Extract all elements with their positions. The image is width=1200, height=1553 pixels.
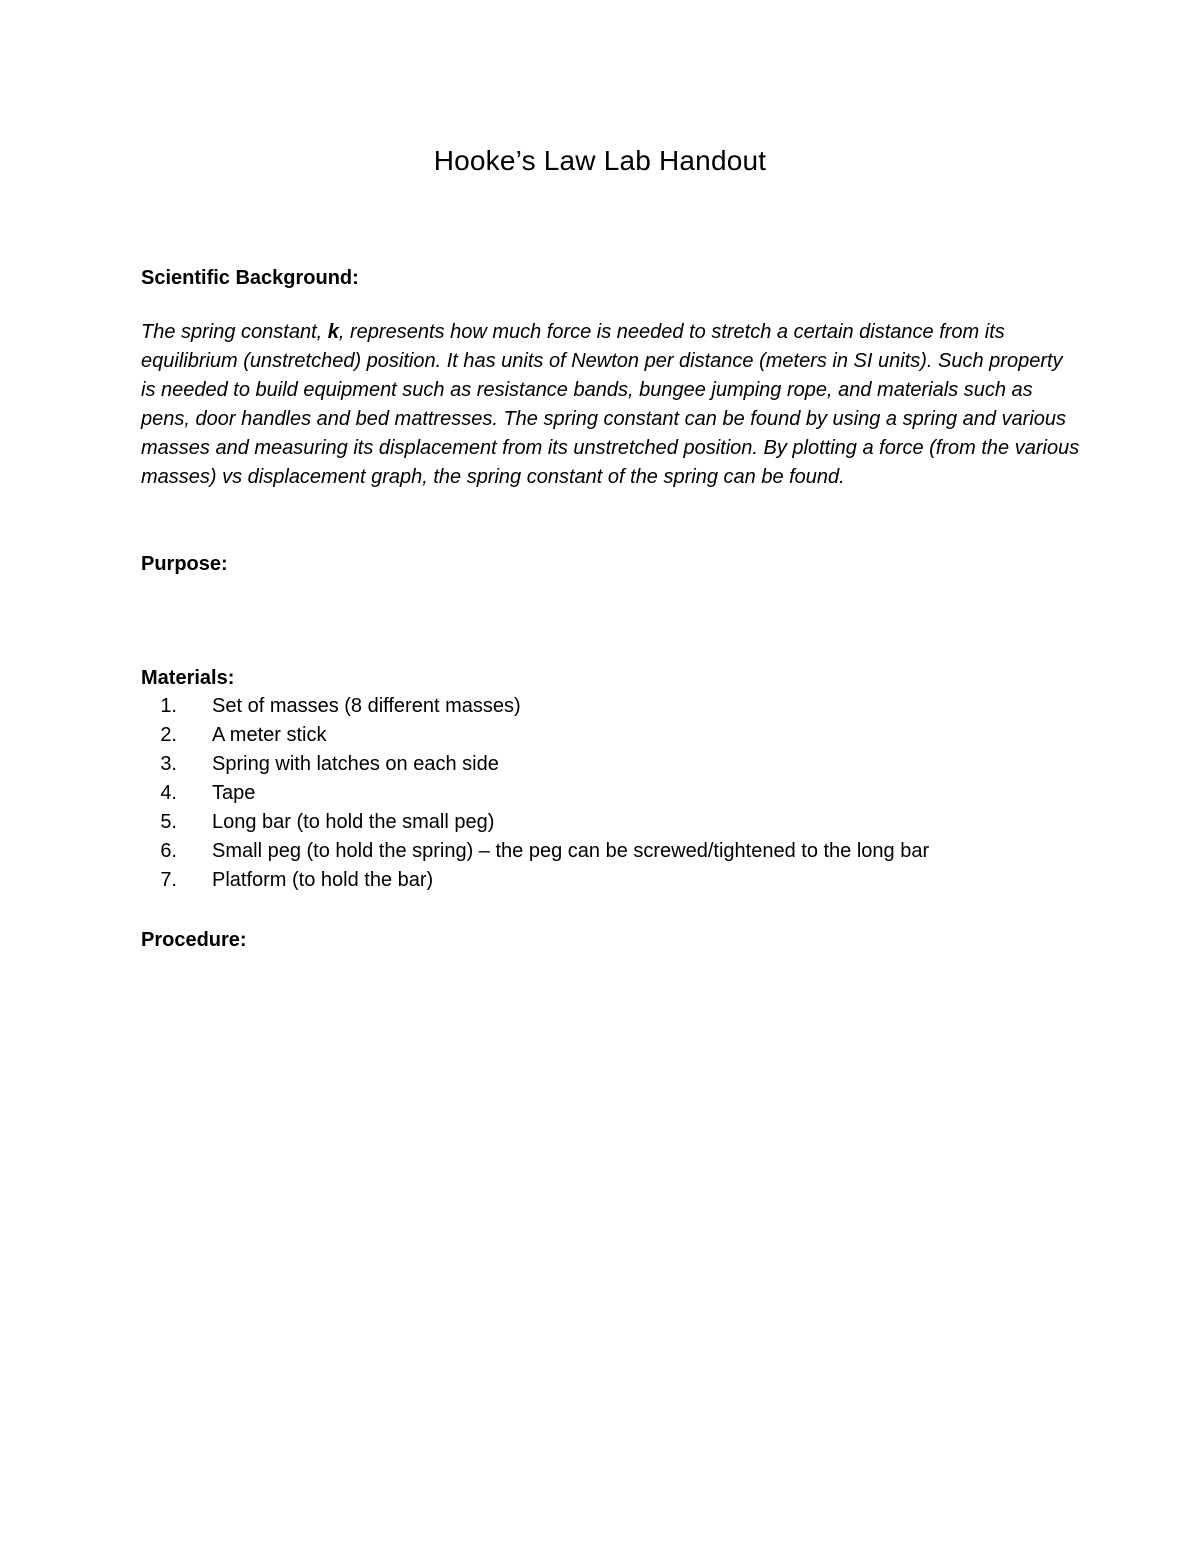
list-item-number: 7.: [160, 869, 177, 891]
list-item-number: 2.: [160, 724, 177, 746]
list-item-text: Platform (to hold the bar): [212, 869, 434, 891]
list-item-text: Long bar (to hold the small peg): [212, 811, 495, 833]
list-item-text: Set of masses (8 different masses): [212, 695, 521, 717]
spring-constant-symbol: k: [327, 321, 339, 343]
list-item-text: Tape: [212, 782, 256, 804]
background-text-start: The spring constant,: [141, 321, 328, 343]
scientific-background-heading: Scientific Background:: [141, 267, 359, 289]
materials-list-item: [141, 692, 929, 721]
background-text-rest: , represents how much force is needed to stretch a certain distance from its equilibrium (unstretched) position. It has units of Newton per distance (meters in SI units). Such property is needed to build equipment such as resistance bands, bungee jumping rope, and materials such as pens, door handles and bed mattresses. The spring constant can be found by using a spring and various masses and measuring its displacement from its unstretched position. By plotting a force (from the various masses) vs displacement graph, the spring constant of the spring can be found.: [141, 321, 1080, 488]
list-item-text: Spring with latches on each side: [212, 753, 499, 775]
materials-heading: Materials:: [141, 667, 235, 689]
procedure-heading: Procedure:: [141, 929, 247, 951]
materials-list-item: [141, 779, 929, 808]
scientific-background-paragraph: [141, 318, 1081, 492]
list-item-text: Small peg (to hold the spring) – the peg can be screwed/tightened to the long bar: [212, 840, 930, 862]
list-item-number: 3.: [160, 753, 177, 775]
list-item-number: 1.: [160, 695, 177, 717]
list-item-text: A meter stick: [212, 724, 327, 746]
materials-list-item: [141, 750, 929, 779]
purpose-heading: Purpose:: [141, 553, 228, 575]
materials-list-item: [141, 721, 929, 750]
materials-list-item: [141, 866, 929, 895]
document-title: Hooke’s Law Lab Handout: [433, 145, 767, 176]
materials-list-item: [141, 837, 929, 866]
list-item-number: 5.: [160, 811, 177, 833]
materials-list: [141, 692, 929, 895]
materials-list-item: [141, 808, 929, 837]
list-item-number: 4.: [160, 782, 177, 804]
list-item-number: 6.: [160, 840, 177, 862]
